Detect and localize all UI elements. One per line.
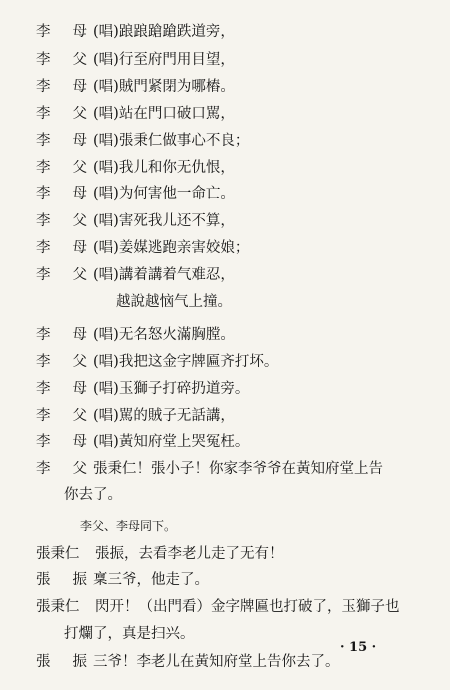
speaker-char: 李 [36,240,51,256]
dialogue-text: (唱)張秉仁做事心不良； [93,133,250,149]
speaker-name [36,181,87,207]
speaker-char: 父 [72,160,87,176]
page-number: · 15 · [340,640,377,655]
speaker-name: 張秉仁 [36,599,80,615]
speaker-char: 母 [72,381,87,397]
dialogue-text: 張秉仁！張小子！你家李爷爷在黃知府堂上告 [93,461,383,477]
script-line [0,47,450,73]
speaker-char: 母 [72,240,87,256]
dialogue-text: (唱)講着講着气难忍， [93,267,235,283]
speaker-char: 李 [36,133,51,149]
dialogue-continuation: 越說越恼气上撞。 [116,294,232,310]
dialogue-text: 三爷！李老儿在黃知府堂上告你去了。 [93,654,340,670]
speaker-char: 振 [72,654,87,670]
speaker-char: 李 [36,213,51,229]
script-line [0,289,450,315]
speaker-name [36,235,87,261]
speaker-name [36,74,87,100]
dialogue-continuation: 你去了。 [64,487,122,503]
dialogue-text: (唱)我儿和你无仇恨， [93,160,235,176]
speaker-char: 母 [72,327,87,343]
speaker-char: 李 [36,186,51,202]
speaker-char: 父 [72,408,87,424]
speaker-name [36,322,87,348]
speaker-name [36,128,87,154]
dialogue-text: 張振，去看李老儿走了无有！ [95,546,284,562]
script-line [0,376,450,402]
dialogue-text: (唱)踉踉蹌蹌跌道旁， [93,24,235,40]
speaker-name [36,101,87,127]
script-line [0,322,450,348]
speaker-name [36,47,87,73]
speaker-char: 李 [36,327,51,343]
speaker-char: 李 [36,267,51,283]
dialogue-text: (唱)无名怒火滿胸膛。 [93,327,235,343]
script-line [0,594,450,620]
speaker-char: 母 [72,434,87,450]
dialogue-text: 閃开！（出門看）金字牌匾也打破了，玉獅子也 [95,599,400,615]
speaker-name [36,19,87,45]
speaker-char: 李 [36,24,51,40]
dialogue-text: (唱)我把这金字牌匾齐打坏。 [93,354,279,370]
speaker-char: 張 [36,572,51,588]
speaker-char: 母 [72,186,87,202]
dialogue-text: (唱)行至府門用目望， [93,52,235,68]
speaker-char: 李 [36,461,51,477]
speaker-name [36,208,87,234]
script-line [0,429,450,455]
speaker-char: 李 [36,160,51,176]
speaker-name [36,649,87,675]
speaker-char: 李 [36,354,51,370]
speaker-name [36,349,87,375]
script-line [0,101,450,127]
speaker-char: 母 [72,24,87,40]
speaker-char: 李 [36,408,51,424]
script-line [0,349,450,375]
speaker-name [36,456,87,482]
speaker-char: 振 [72,572,87,588]
script-line [0,19,450,45]
speaker-char: 李 [36,79,51,95]
dialogue-text: (唱)站在門口破口駡， [93,106,235,122]
script-line [0,541,450,567]
script-line [0,513,450,539]
dialogue-text: (唱)駡的賊子无話講， [93,408,235,424]
speaker-char: 李 [36,434,51,450]
speaker-name [36,403,87,429]
script-line [0,621,450,647]
speaker-name [36,429,87,455]
script-line [0,262,450,288]
dialogue-text: (唱)賊門紧閉为哪樁。 [93,79,235,95]
dialogue-text: 稟三爷，他走了。 [93,572,209,588]
speaker-char: 父 [72,354,87,370]
speaker-char: 父 [72,461,87,477]
speaker-char: 母 [72,79,87,95]
script-line [0,403,450,429]
dialogue-text: (唱)害死我儿还不算， [93,213,235,229]
speaker-char: 父 [72,52,87,68]
speaker-char: 父 [72,267,87,283]
script-line [0,649,450,675]
dialogue-text: (唱)为何害他一命亡。 [93,186,235,202]
speaker-char: 張 [36,654,51,670]
script-line [0,128,450,154]
speaker-char: 李 [36,106,51,122]
dialogue-text: (唱)黃知府堂上哭冤枉。 [93,434,250,450]
script-line [0,74,450,100]
speaker-name [36,262,87,288]
script-line [0,155,450,181]
script-line [0,567,450,593]
speaker-name [36,376,87,402]
speaker-name [36,567,87,593]
script-line [0,482,450,508]
script-line [0,235,450,261]
dialogue-text: (唱)姜媒逃跑亲害姣娘； [93,240,250,256]
script-line [0,208,450,234]
speaker-char: 母 [72,133,87,149]
dialogue-text: (唱)玉獅子打碎扔道旁。 [93,381,250,397]
dialogue-continuation: 打爛了，真是扫兴。 [64,626,195,642]
speaker-char: 父 [72,106,87,122]
script-line [0,181,450,207]
speaker-char: 李 [36,52,51,68]
speaker-name: 張秉仁 [36,546,80,562]
script-line [0,456,450,482]
speaker-char: 李 [36,381,51,397]
speaker-name [36,155,87,181]
speaker-char: 父 [72,213,87,229]
stage-direction: 李父、李母同下。 [80,519,177,533]
